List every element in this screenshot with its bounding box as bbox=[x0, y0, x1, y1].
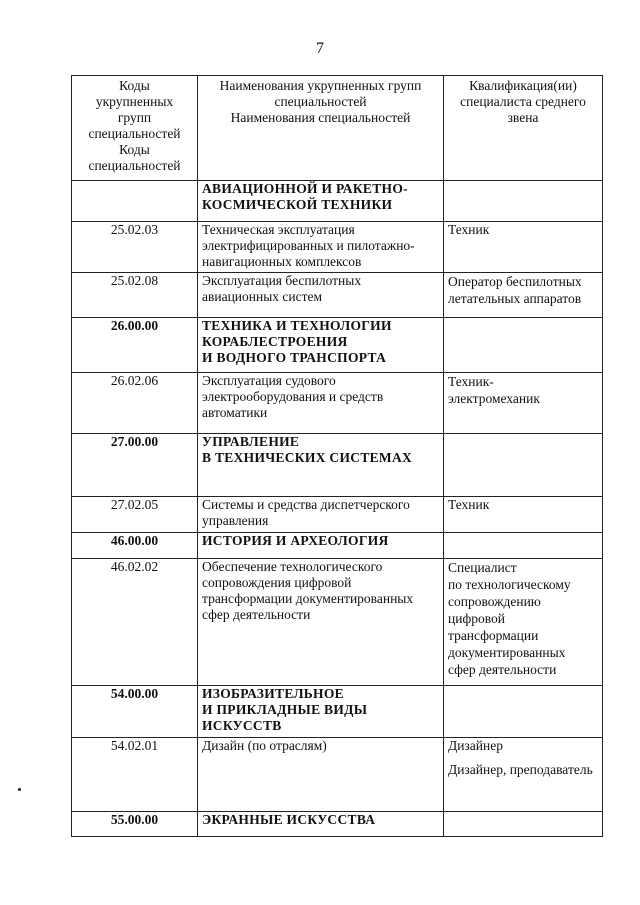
specialty-name: Техническая эксплуатация электрифицированных и пилотажно- навигационных комплексов bbox=[198, 222, 444, 273]
table-row bbox=[72, 434, 603, 497]
specialty-code: 25.02.03 bbox=[72, 222, 198, 273]
header-names: Наименования укрупненных групп специальностей Наименования специальностей bbox=[198, 76, 444, 181]
group-name: ИСТОРИЯ И АРХЕОЛОГИЯ bbox=[198, 533, 444, 559]
header-qualification: Квалификация(ии) специалиста среднего звена bbox=[444, 76, 603, 181]
qualification-cell: Оператор беспилотных летательных аппаратов bbox=[444, 273, 603, 318]
table-row bbox=[72, 559, 603, 686]
qualification-cell: Техник bbox=[444, 497, 603, 533]
page-number: 7 bbox=[316, 40, 324, 57]
table-row bbox=[72, 373, 603, 434]
qualification-cell: Дизайнер Дизайнер, преподаватель bbox=[444, 738, 603, 812]
qualification-cell: Техник- электромеханик bbox=[444, 373, 603, 434]
table-row bbox=[72, 686, 603, 738]
table-row bbox=[72, 273, 603, 318]
specialty-code: 26.02.06 bbox=[72, 373, 198, 434]
group-code: 54.00.00 bbox=[72, 686, 198, 738]
qualification-cell bbox=[444, 434, 603, 497]
group-code: 27.00.00 bbox=[72, 434, 198, 497]
qualification-cell bbox=[444, 686, 603, 738]
specialty-name: Системы и средства диспетчерского управления bbox=[198, 497, 444, 533]
specialty-name: Дизайн (по отраслям) bbox=[198, 738, 444, 812]
table-row bbox=[72, 533, 603, 559]
header-codes: Коды укрупненных групп специальностей Коды специальностей bbox=[72, 76, 198, 181]
group-name: ТЕХНИКА И ТЕХНОЛОГИИ КОРАБЛЕСТРОЕНИЯ И ВОДНОГО ТРАНСПОРТА bbox=[198, 318, 444, 373]
specialty-code: 46.02.02 bbox=[72, 559, 198, 686]
specialty-name: Обеспечение технологического сопровождения цифровой трансформации документированных сфер деятельности bbox=[198, 559, 444, 686]
specialty-name: Эксплуатация беспилотных авиационных систем bbox=[198, 273, 444, 318]
table-row bbox=[72, 738, 603, 812]
specialty-code: 54.02.01 bbox=[72, 738, 198, 812]
specialty-code: 25.02.08 bbox=[72, 273, 198, 318]
specialty-code: 27.02.05 bbox=[72, 497, 198, 533]
group-name: УПРАВЛЕНИЕ В ТЕХНИЧЕСКИХ СИСТЕМАХ bbox=[198, 434, 444, 497]
table-header-row bbox=[72, 76, 603, 181]
group-code: 26.00.00 bbox=[72, 318, 198, 373]
specialty-name: Эксплуатация судового электрооборудования и средств автоматики bbox=[198, 373, 444, 434]
qualification-cell bbox=[444, 812, 603, 837]
qualification-cell: Специалист по технологическому сопровождению цифровой трансформации документированных сфер деятельности bbox=[444, 559, 603, 686]
group-name: ЭКРАННЫЕ ИСКУССТВА bbox=[198, 812, 444, 837]
group-code bbox=[72, 181, 198, 222]
group-name: ИЗОБРАЗИТЕЛЬНОЕ И ПРИКЛАДНЫЕ ВИДЫ ИСКУССТВ bbox=[198, 686, 444, 738]
group-name: АВИАЦИОННОЙ И РАКЕТНО- КОСМИЧЕСКОЙ ТЕХНИКИ bbox=[198, 181, 444, 222]
table-row bbox=[72, 222, 603, 273]
stray-mark bbox=[18, 788, 21, 791]
table-row bbox=[72, 812, 603, 837]
qualification-cell bbox=[444, 533, 603, 559]
group-code: 46.00.00 bbox=[72, 533, 198, 559]
qualification-cell bbox=[444, 181, 603, 222]
qualification-cell: Техник bbox=[444, 222, 603, 273]
table-row bbox=[72, 181, 603, 222]
table-row bbox=[72, 497, 603, 533]
specialties-table bbox=[71, 75, 603, 837]
group-code: 55.00.00 bbox=[72, 812, 198, 837]
table-row bbox=[72, 318, 603, 373]
qualification-cell bbox=[444, 318, 603, 373]
